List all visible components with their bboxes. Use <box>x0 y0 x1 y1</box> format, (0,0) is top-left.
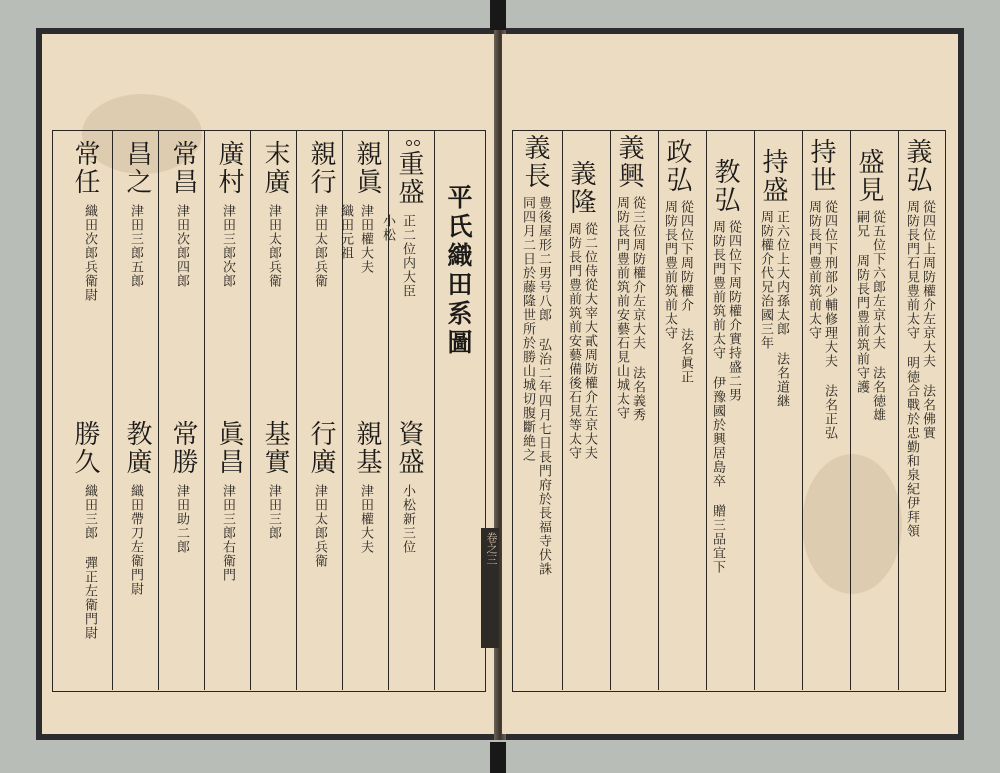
person-name: 教廣 <box>122 420 152 476</box>
person-note: 津田太郎兵衛 <box>312 484 327 568</box>
person-name: 廣村 <box>214 140 244 196</box>
person-name: 親眞 <box>352 140 382 196</box>
person-note: 津田三郎 <box>266 484 281 540</box>
person-sub: 周防長門豊前筑前太守 <box>662 200 677 340</box>
top-clip <box>490 0 506 30</box>
person-name: 持盛 <box>758 148 788 204</box>
bottom-clip <box>490 742 506 773</box>
person-sub: 同四月二日於藤隆世所於勝山城切腹斷絶之 <box>520 196 535 462</box>
person-name: 盛見 <box>854 148 884 204</box>
person-sub: 織田元祖 <box>338 204 353 260</box>
person-sub: 小松 <box>380 214 395 242</box>
person-sub: 周防權介代兄治國三年 <box>758 210 773 350</box>
person-name: 政弘 <box>662 138 692 194</box>
person-note: 津田太郎兵衛 <box>312 204 327 288</box>
person-name: 常昌 <box>168 140 198 196</box>
person-name: 義長 <box>520 134 550 190</box>
person-note: 津田次郎四郎 <box>174 204 189 288</box>
right-page <box>502 34 958 734</box>
person-note: 從四位上周防權介左京大夫 法名佛實 <box>920 200 935 440</box>
person-name: 義興 <box>614 134 644 190</box>
person-name: 眞昌 <box>214 420 244 476</box>
person-name: 親行 <box>306 140 336 196</box>
person-name: 教弘 <box>710 158 740 214</box>
person-name: 資盛 <box>394 420 424 476</box>
person-note: 從二位侍從大宰大貳周防權介左京大夫 <box>582 222 597 460</box>
person-note: 津田太郎兵衛 <box>266 204 281 288</box>
person-sub: 嗣兄 周防長門豊前筑前守護 <box>854 210 869 394</box>
person-sub: 周防長門石見豊前太守 明徳合戰於忠勤和泉紀伊拜領 <box>904 200 919 538</box>
open-book <box>36 28 964 740</box>
person-note: 豊後屋形二男号八郎 弘治二年四月七日長門府於長福寺伏誅 <box>536 196 551 576</box>
person-note: 津田三郎五郎 <box>128 204 143 288</box>
spine-label-text: 卷之三 <box>485 532 498 565</box>
person-name: 行廣 <box>306 420 336 476</box>
person-name: 末廣 <box>260 140 290 196</box>
person-note: 正二位内大臣 <box>400 214 415 298</box>
person-name: 重盛 <box>394 150 424 206</box>
person-name: 義弘 <box>902 138 932 194</box>
genealogy-title: 平氏織田系圖 <box>444 184 473 358</box>
person-note: 織田次郎兵衛尉 <box>82 204 97 302</box>
person-name: 勝久 <box>70 420 100 476</box>
person-sub: 周防長門豊前筑前太守 伊豫國於興居島卒 贈三品宜下 <box>710 220 725 574</box>
person-note: 津田權大夫 <box>358 204 373 274</box>
person-note: 小松新三位 <box>400 484 415 554</box>
person-note: 津田三郎右衛門 <box>220 484 235 582</box>
person-sub: 周防長門豊前筑前安藝石見山城太守 <box>614 196 629 420</box>
person-note: 從四位下周防權介 法名眞正 <box>678 200 693 384</box>
person-note: 織田帶刀左衛門尉 <box>128 484 143 596</box>
person-note: 織田三郎 彈正左衛門尉 <box>82 484 97 640</box>
person-note: 津田三郎次郎 <box>220 204 235 288</box>
person-sub: 周防長門豊前筑前太守 <box>806 200 821 340</box>
person-note: 津田助二郎 <box>174 484 189 554</box>
person-note: 從五位下六郎左京大夫 法名徳雄 <box>870 210 885 422</box>
left-page <box>42 34 498 734</box>
person-note: 津田權大夫 <box>358 484 373 554</box>
person-name: 常任 <box>70 140 100 196</box>
person-name: 親基 <box>352 420 382 476</box>
person-name: 義隆 <box>566 160 596 216</box>
spine-label <box>481 528 499 648</box>
person-note: 從三位周防權介左京大夫 法名義秀 <box>630 196 645 422</box>
person-note: 從四位下刑部少輔修理大夫 法名正弘 <box>822 200 837 440</box>
person-note: 正六位上大内孫太郎 法名道継 <box>774 210 789 408</box>
person-name: 基實 <box>260 420 290 476</box>
person-name: 昌之 <box>122 140 152 196</box>
person-note: 從四位下周防權介實持盛二男 <box>726 220 741 402</box>
person-sub: 周防長門豊前筑前安藝備後石見等太守 <box>566 222 581 460</box>
person-name: 持世 <box>806 138 836 194</box>
person-name: 常勝 <box>168 420 198 476</box>
